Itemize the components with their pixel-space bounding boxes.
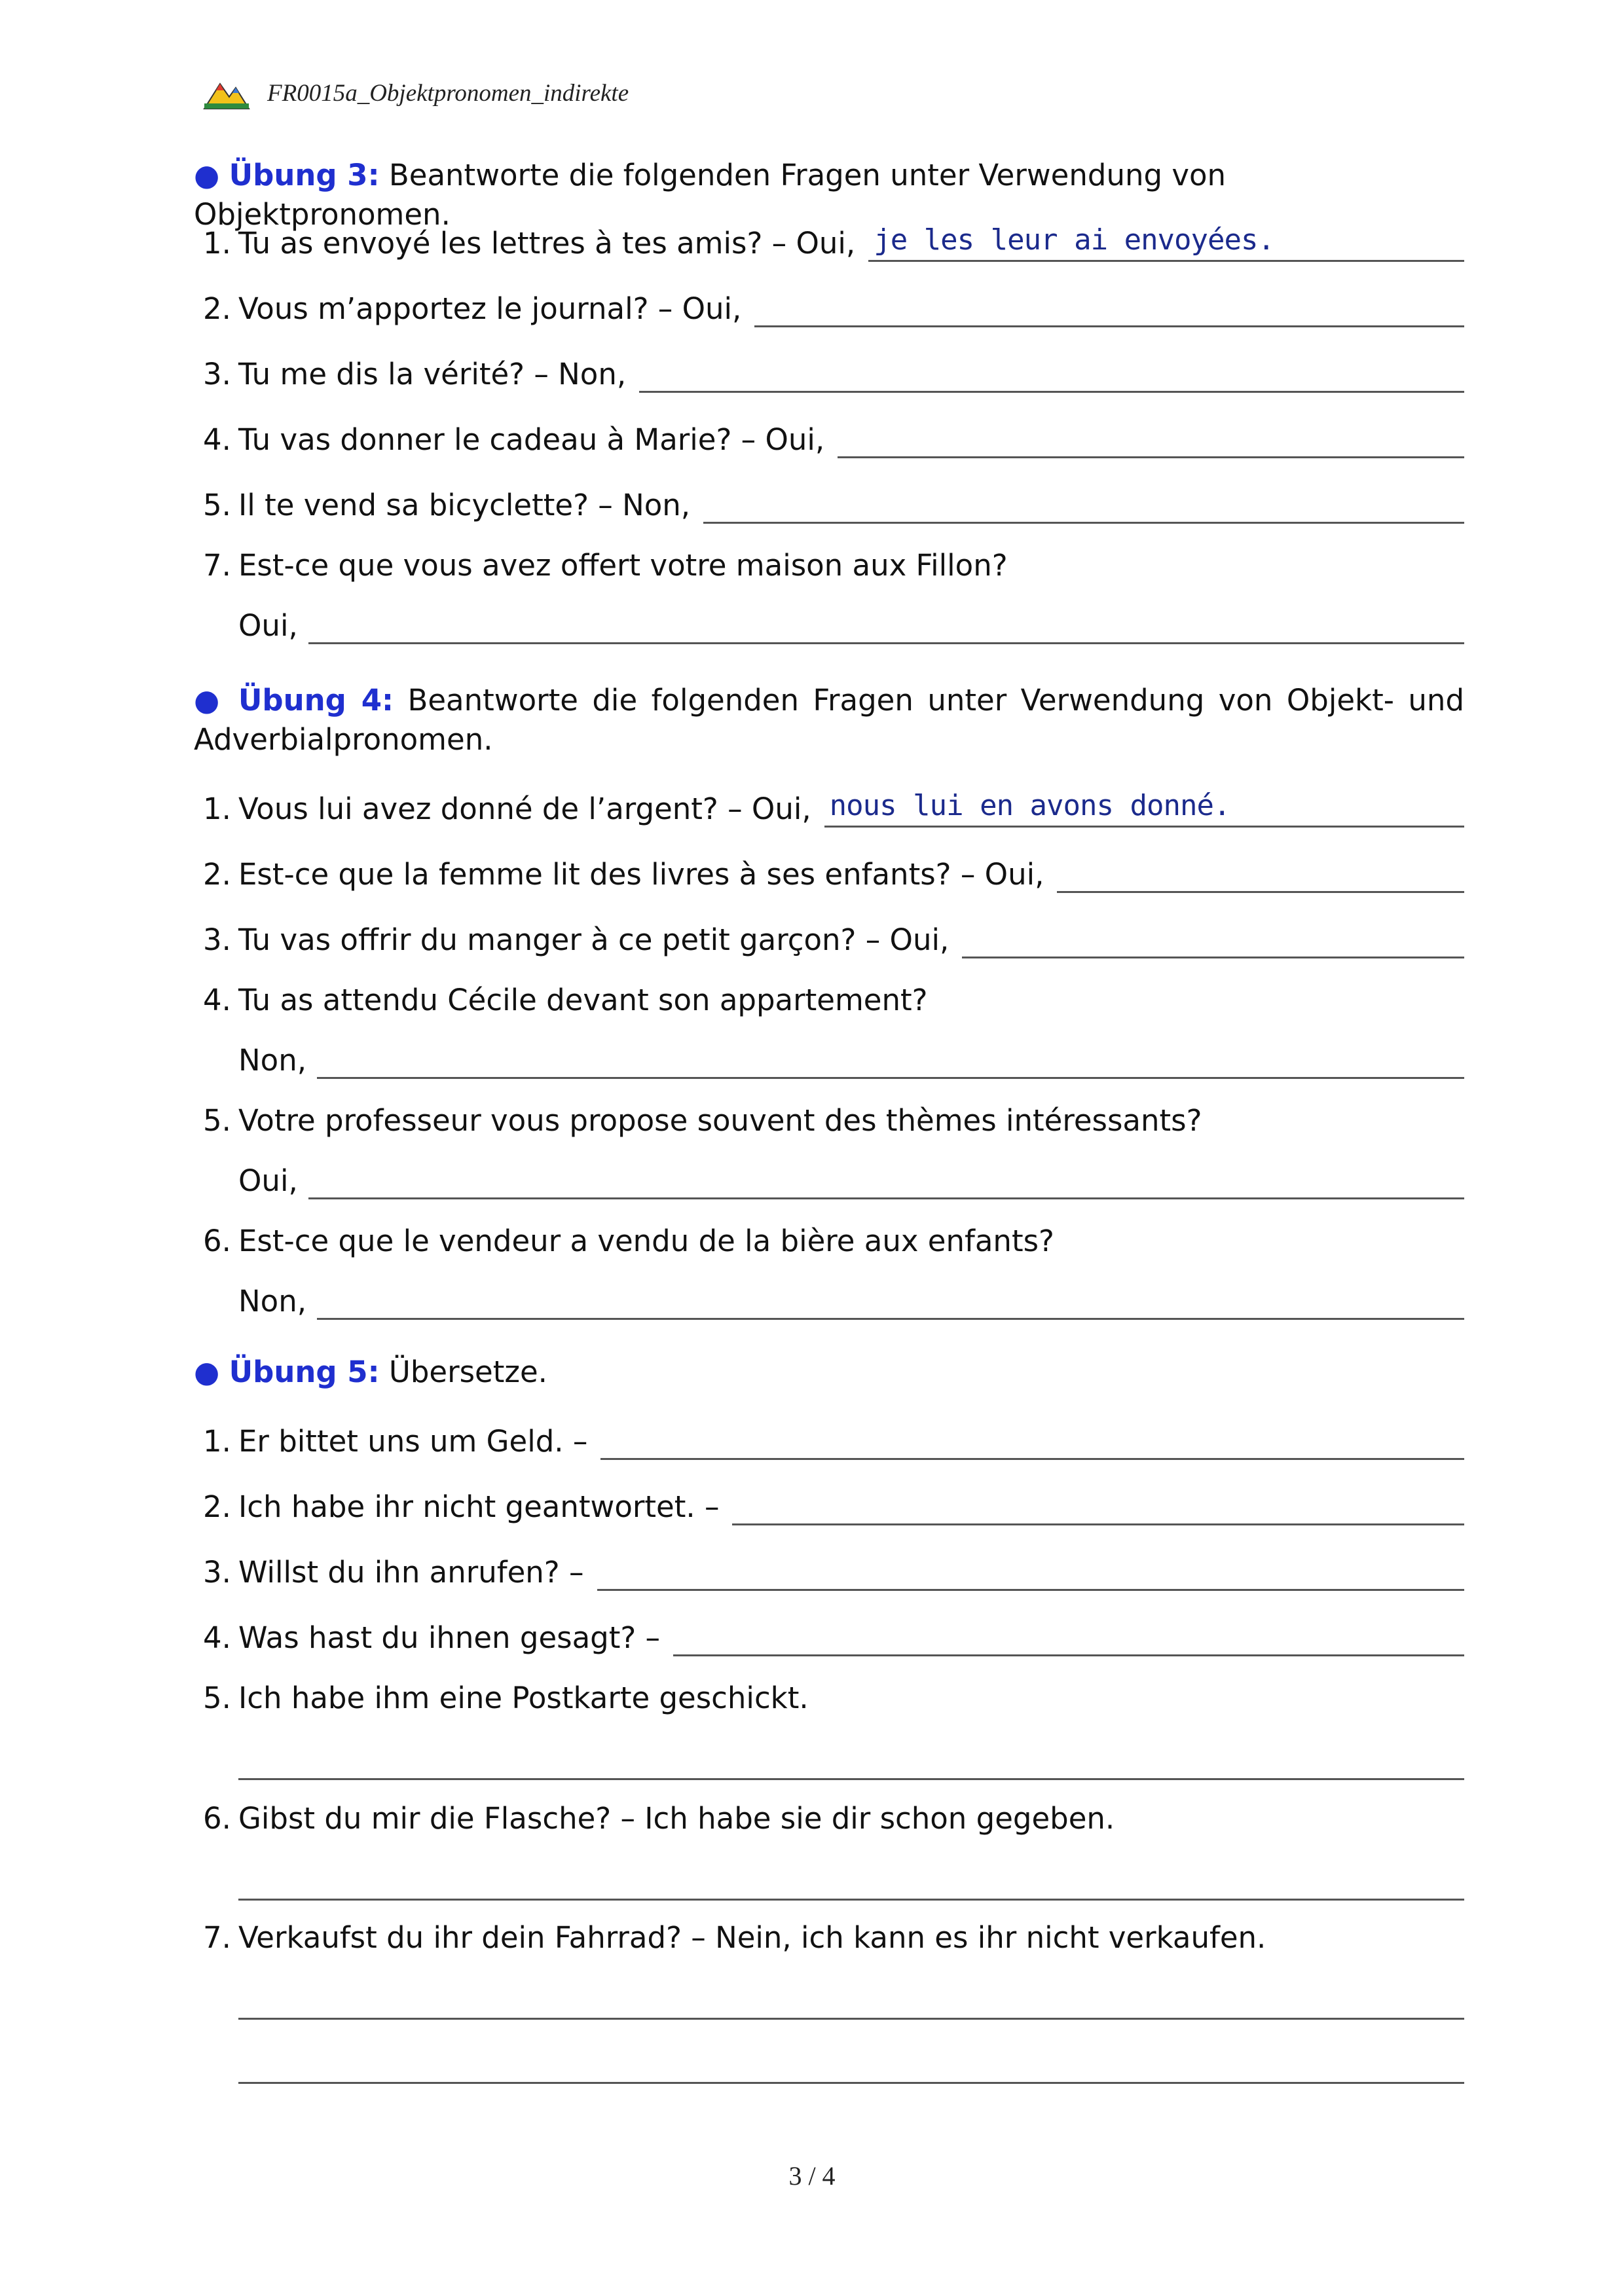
exercise-3-item-3 (203, 354, 1464, 393)
item-number: 2. (203, 1489, 231, 1524)
answer-field[interactable] (673, 1622, 1464, 1656)
item-number: 5. (203, 1103, 231, 1138)
answer-prefix: Oui, (238, 1163, 298, 1198)
bullet-icon: ● (194, 683, 225, 718)
question-text: Vous m’apportez le journal? – Oui, (238, 291, 742, 326)
item-number: 3. (203, 922, 231, 957)
answer-field[interactable] (600, 1425, 1464, 1460)
exercise-3-item-7 (203, 545, 1464, 584)
question-text: Tu vas donner le cadeau à Marie? – Oui, (238, 422, 825, 457)
question-text: Est-ce que la femme lit des livres à ses enfants? – Oui, (238, 857, 1044, 892)
exercise-3-item-5 (203, 484, 1464, 524)
answer-prefix: Non, (238, 1043, 307, 1078)
exercise-4-item-6 (203, 1220, 1464, 1260)
handwritten-answer: je les leur ai envoyées. (874, 223, 1274, 257)
item-number: 6. (203, 1224, 231, 1258)
exercise-5-item-6 (203, 1798, 1464, 1837)
answer-field[interactable] (703, 489, 1464, 524)
answer-field[interactable] (838, 424, 1464, 458)
question-text: Tu as attendu Cécile devant son appartement? (238, 983, 928, 1017)
item-number: 7. (203, 1920, 231, 1955)
item-number: 5. (203, 488, 231, 522)
question-text: Votre professeur vous propose souvent des thèmes intéressants? (238, 1103, 1202, 1138)
question-text: Willst du ihn anrufen? – (238, 1555, 584, 1590)
exercise-4-item-5-answer (238, 1160, 1464, 1199)
exercise-instruction: Beantworte die folgenden Fragen unter Verwendung von Objekt- und Adverbialpronomen. (194, 683, 1465, 757)
handwritten-answer: nous lui en avons donné. (829, 789, 1230, 822)
answer-line[interactable] (238, 1899, 1464, 1901)
item-number: 2. (203, 291, 231, 326)
exercise-4-item-1 (203, 788, 1464, 828)
question-text: Verkaufst du ihr dein Fahrrad? – Nein, ich kann es ihr nicht verkaufen. (238, 1920, 1266, 1955)
answer-line[interactable] (238, 2018, 1464, 2020)
answer-field[interactable] (962, 924, 1464, 958)
exercise-4-item-4 (203, 979, 1464, 1019)
exercise-instruction: Beantworte die folgenden Fragen unter Verwendung von Objektpronomen. (194, 158, 1227, 232)
question-text: Il te vend sa bicyclette? – Non, (238, 488, 691, 522)
exercise-label: Übung 5: (229, 1355, 380, 1389)
bullet-icon: ● (194, 1355, 220, 1389)
answer-line[interactable] (238, 2082, 1464, 2084)
question-text: Vous lui avez donné de l’argent? – Oui, (238, 792, 811, 826)
item-number: 3. (203, 1555, 231, 1590)
item-number: 3. (203, 357, 231, 392)
item-number: 7. (203, 548, 231, 583)
page-header (203, 73, 629, 113)
exercise-5-item-4 (203, 1617, 1464, 1656)
answer-field[interactable] (308, 1165, 1464, 1199)
item-number: 4. (203, 983, 231, 1017)
question-text: Ich habe ihm eine Postkarte geschickt. (238, 1681, 809, 1715)
exercise-4-item-3 (203, 919, 1464, 958)
answer-line[interactable] (238, 1778, 1464, 1780)
answer-field[interactable] (639, 358, 1464, 393)
exercise-4-heading (194, 681, 1464, 759)
answer-field[interactable] (732, 1491, 1464, 1525)
exercise-5-item-2 (203, 1486, 1464, 1525)
exercise-5-heading (194, 1353, 1464, 1392)
question-text: Est-ce que vous avez offert votre maison aux Fillon? (238, 548, 1008, 583)
answer-prefix: Oui, (238, 608, 298, 643)
exercise-5-item-7 (203, 1917, 1464, 1956)
item-number: 4. (203, 1620, 231, 1655)
question-text: Tu vas offrir du manger à ce petit garçon? – Oui, (238, 922, 950, 957)
question-text: Was hast du ihnen gesagt? – (238, 1620, 661, 1655)
exercise-3-item-1 (203, 223, 1464, 262)
answer-field[interactable] (308, 610, 1464, 644)
answer-field[interactable] (1057, 858, 1464, 893)
exercise-5-item-5 (203, 1677, 1464, 1717)
exercise-3-item-7-answer (238, 605, 1464, 644)
exercise-4-item-2 (203, 854, 1464, 893)
answer-field[interactable] (597, 1556, 1465, 1591)
exercise-3-item-4 (203, 419, 1464, 458)
answer-field[interactable] (824, 789, 1464, 828)
bullet-icon: ● (194, 158, 220, 192)
answer-field[interactable] (317, 1285, 1464, 1320)
item-number: 5. (203, 1681, 231, 1715)
item-number: 6. (203, 1801, 231, 1836)
exercise-4-item-4-answer (238, 1040, 1464, 1079)
exercise-5-item-1 (203, 1421, 1464, 1460)
question-text: Est-ce que le vendeur a vendu de la bière aux enfants? (238, 1224, 1054, 1258)
question-text: Tu me dis la vérité? – Non, (238, 357, 627, 392)
item-number: 1. (203, 226, 231, 261)
answer-prefix: Non, (238, 1284, 307, 1319)
item-number: 1. (203, 1424, 231, 1459)
exercise-instruction: Übersetze. (388, 1355, 547, 1389)
answer-field[interactable] (317, 1044, 1464, 1079)
question-text: Tu as envoyé les lettres à tes amis? – Oui, (238, 226, 856, 261)
exercise-label: Übung 4: (238, 683, 394, 718)
exercise-3-item-2 (203, 288, 1464, 327)
mountain-logo-icon (203, 75, 250, 111)
question-text: Ich habe ihr nicht geantwortet. – (238, 1489, 720, 1524)
document-title: FR0015a_Objektpronomen_indirekte (267, 79, 629, 107)
item-number: 1. (203, 792, 231, 826)
page-number: 3 / 4 (788, 2161, 836, 2191)
exercise-4-item-5 (203, 1100, 1464, 1139)
answer-field[interactable] (754, 293, 1464, 327)
item-number: 4. (203, 422, 231, 457)
question-text: Gibst du mir die Flasche? – Ich habe sie dir schon gegeben. (238, 1801, 1115, 1836)
exercise-5-item-3 (203, 1552, 1464, 1591)
question-text: Er bittet uns um Geld. – (238, 1424, 588, 1459)
exercise-4-item-6-answer (238, 1281, 1464, 1320)
exercise-label: Übung 3: (229, 158, 380, 192)
item-number: 2. (203, 857, 231, 892)
answer-field[interactable] (868, 223, 1464, 262)
